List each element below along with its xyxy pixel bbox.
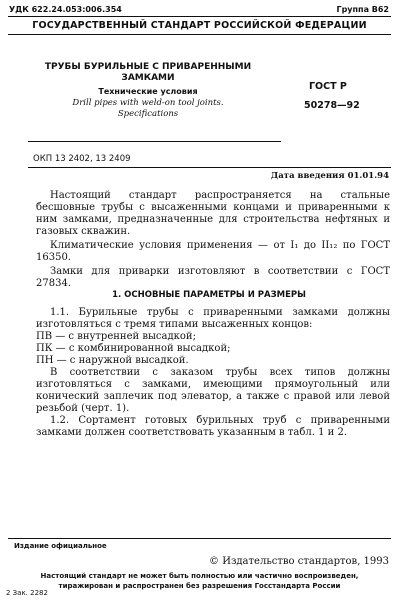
intro-text: [36, 190, 390, 290]
okp-rule: [28, 167, 391, 168]
doc-title-en-line1: Drill pipes with weld-on tool joints.: [72, 98, 224, 108]
footer-rule: [8, 538, 391, 539]
copyright: © Издательство стандартов, 1993: [209, 556, 389, 567]
notice-line1: Настоящий стандарт не может быть полностью или частично воспроизведен,: [40, 572, 359, 580]
gost-label: ГОСТ Р: [309, 81, 347, 92]
reproduction-notice: [8, 571, 391, 591]
section-heading: 1. ОСНОВНЫЕ ПАРАМЕТРЫ И РАЗМЕРЫ: [112, 290, 306, 300]
type-pn: ПН — с наружной высадкой.: [36, 355, 189, 366]
print-order-mark: 2 Зак. 2282: [6, 589, 48, 597]
type-list: [36, 331, 390, 367]
state-standard-title: ГОСУДАРСТВЕННЫЙ СТАНДАРТ РОССИЙСКОЙ ФЕДЕРАЦИИ: [32, 20, 367, 31]
date-of-introduction: Дата введения 01.01.94: [270, 171, 389, 181]
doc-title-line1: ТРУБЫ БУРИЛЬНЫЕ С ПРИВАРЕННЫМИ: [44, 62, 252, 72]
doc-title-en-line2: Specifications: [117, 109, 179, 119]
clause-1-2: 1.2. Сортамент готовых бурильных труб с приваренными замками должен соответствовать указанным в табл. 1 и 2.: [36, 415, 390, 438]
clause-1-1-order: В соответствии с заказом трубы всех типов должны изготовляться с замками, имеющими прямоугольный или конический заплечик под элеватор, а также с правой или левой резьбой (черт. 1).: [36, 367, 390, 414]
title-block: [28, 62, 268, 120]
doc-subtitle: Технические условия: [98, 87, 198, 96]
udk-code: УДК 622.24.053:006.354: [9, 5, 122, 14]
clause-1-1: 1.1. Бурильные трубы с приваренными замками должны изготовляться с тремя типами высаженных концов:: [36, 307, 390, 330]
intro-paragraph-scope: Настоящий стандарт распространяется на стальные бесшовные трубы с высаженными концами и приваренными к ним замками, предназначенные для строительства нефтяных и газовых скважин.: [36, 190, 390, 237]
type-pv: ПВ — с внутренней высадкой;: [36, 331, 196, 342]
group-code: Группа В62: [336, 5, 389, 14]
type-pk: ПК — с комбинированной высадкой;: [36, 343, 231, 354]
intro-paragraph-joints: Замки для приварки изготовляют в соответствии с ГОСТ 27834.: [36, 266, 390, 289]
okp-code: ОКП 13 2402, 13 2409: [33, 154, 131, 164]
header-rule-bottom: [8, 34, 391, 35]
notice-line2: тиражирован и распространен без разрешения Госстандарта России: [58, 582, 341, 590]
intro-paragraph-climate: Климатические условия применения — от I₁ до II₁₂ по ГОСТ 16350.: [36, 240, 390, 263]
title-rule: [28, 141, 281, 142]
official-edition: Издание официальное: [14, 542, 107, 550]
gost-number: 50278—92: [304, 100, 360, 111]
doc-title-line2: ЗАМКАМИ: [121, 73, 175, 83]
section-body: [36, 307, 390, 439]
header-rule-top: [8, 16, 391, 17]
